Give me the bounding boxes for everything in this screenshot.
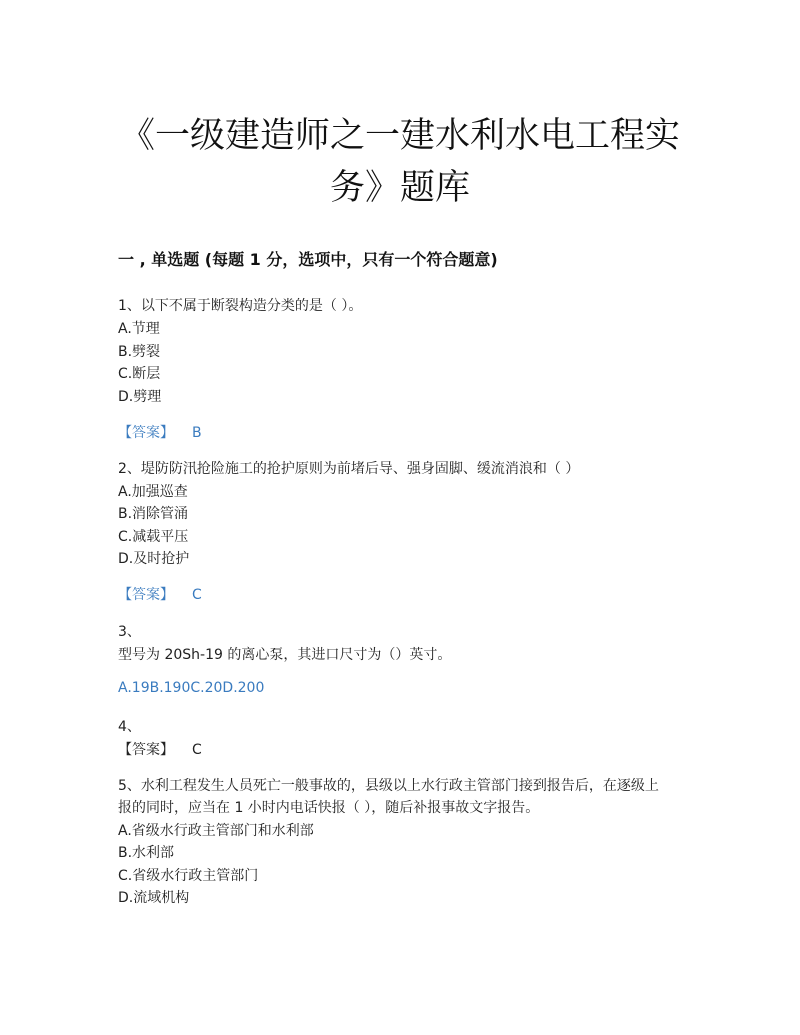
question-2-option-c: C.减载平压 (118, 529, 189, 545)
answer-label: 【答案】 (118, 587, 174, 603)
document-title-line-1: 《一级建造师之一建水利水电工程实 (119, 116, 680, 156)
answer-value: C (192, 587, 202, 603)
question-1-stem: 1、以下不属于断裂构造分类的是（ ）。 (118, 298, 363, 314)
question-1-option-d: D.劈理 (118, 389, 162, 405)
question-2-answer (118, 584, 202, 604)
question-1-option-b: B.劈裂 (118, 344, 161, 360)
answer-label: 【答案】 (118, 742, 174, 758)
question-1-answer (118, 422, 202, 442)
question-2-stem: 2、堤防防汛抢险施工的抢护原则为前堵后导、强身固脚、缓流消浪和（ ） (118, 461, 580, 477)
question-3-answer-inline: A.19B.190C.20D.200 (118, 680, 265, 696)
document-title-line-2: 务》题库 (329, 168, 470, 208)
question-3-number: 3、 (118, 624, 141, 640)
question-5-stem-line-1: 5、水利工程发生人员死亡一般事故的，县级以上水行政主管部门接到报告后，在逐级上 (118, 778, 659, 794)
question-5-option-a: A.省级水行政主管部门和水利部 (118, 823, 314, 839)
question-1-option-a: A.节理 (118, 321, 160, 337)
section-heading: 一 , 单选题 (每题 1 分，选项中，只有一个符合题意) (118, 250, 498, 269)
answer-value: B (192, 425, 202, 441)
question-1-option-c: C.断层 (118, 366, 161, 382)
question-3-stem: 型号为 20Sh-19 的离心泵，其进口尺寸为（）英寸。 (118, 647, 452, 663)
question-5-option-d: D.流域机构 (118, 890, 190, 906)
question-4-answer (118, 739, 202, 759)
answer-label: 【答案】 (118, 425, 174, 441)
question-2-option-a: A.加强巡查 (118, 484, 188, 500)
question-4-number: 4、 (118, 719, 141, 735)
question-2-option-d: D.及时抢护 (118, 551, 190, 567)
question-5-option-b: B.水利部 (118, 845, 175, 861)
answer-value: C (192, 742, 202, 758)
question-5-option-c: C.省级水行政主管部门 (118, 868, 259, 884)
question-2-option-b: B.消除管涌 (118, 506, 189, 522)
question-5-stem-line-2: 报的同时，应当在 1 小时内电话快报（ ），随后补报事故文字报告。 (118, 800, 540, 816)
